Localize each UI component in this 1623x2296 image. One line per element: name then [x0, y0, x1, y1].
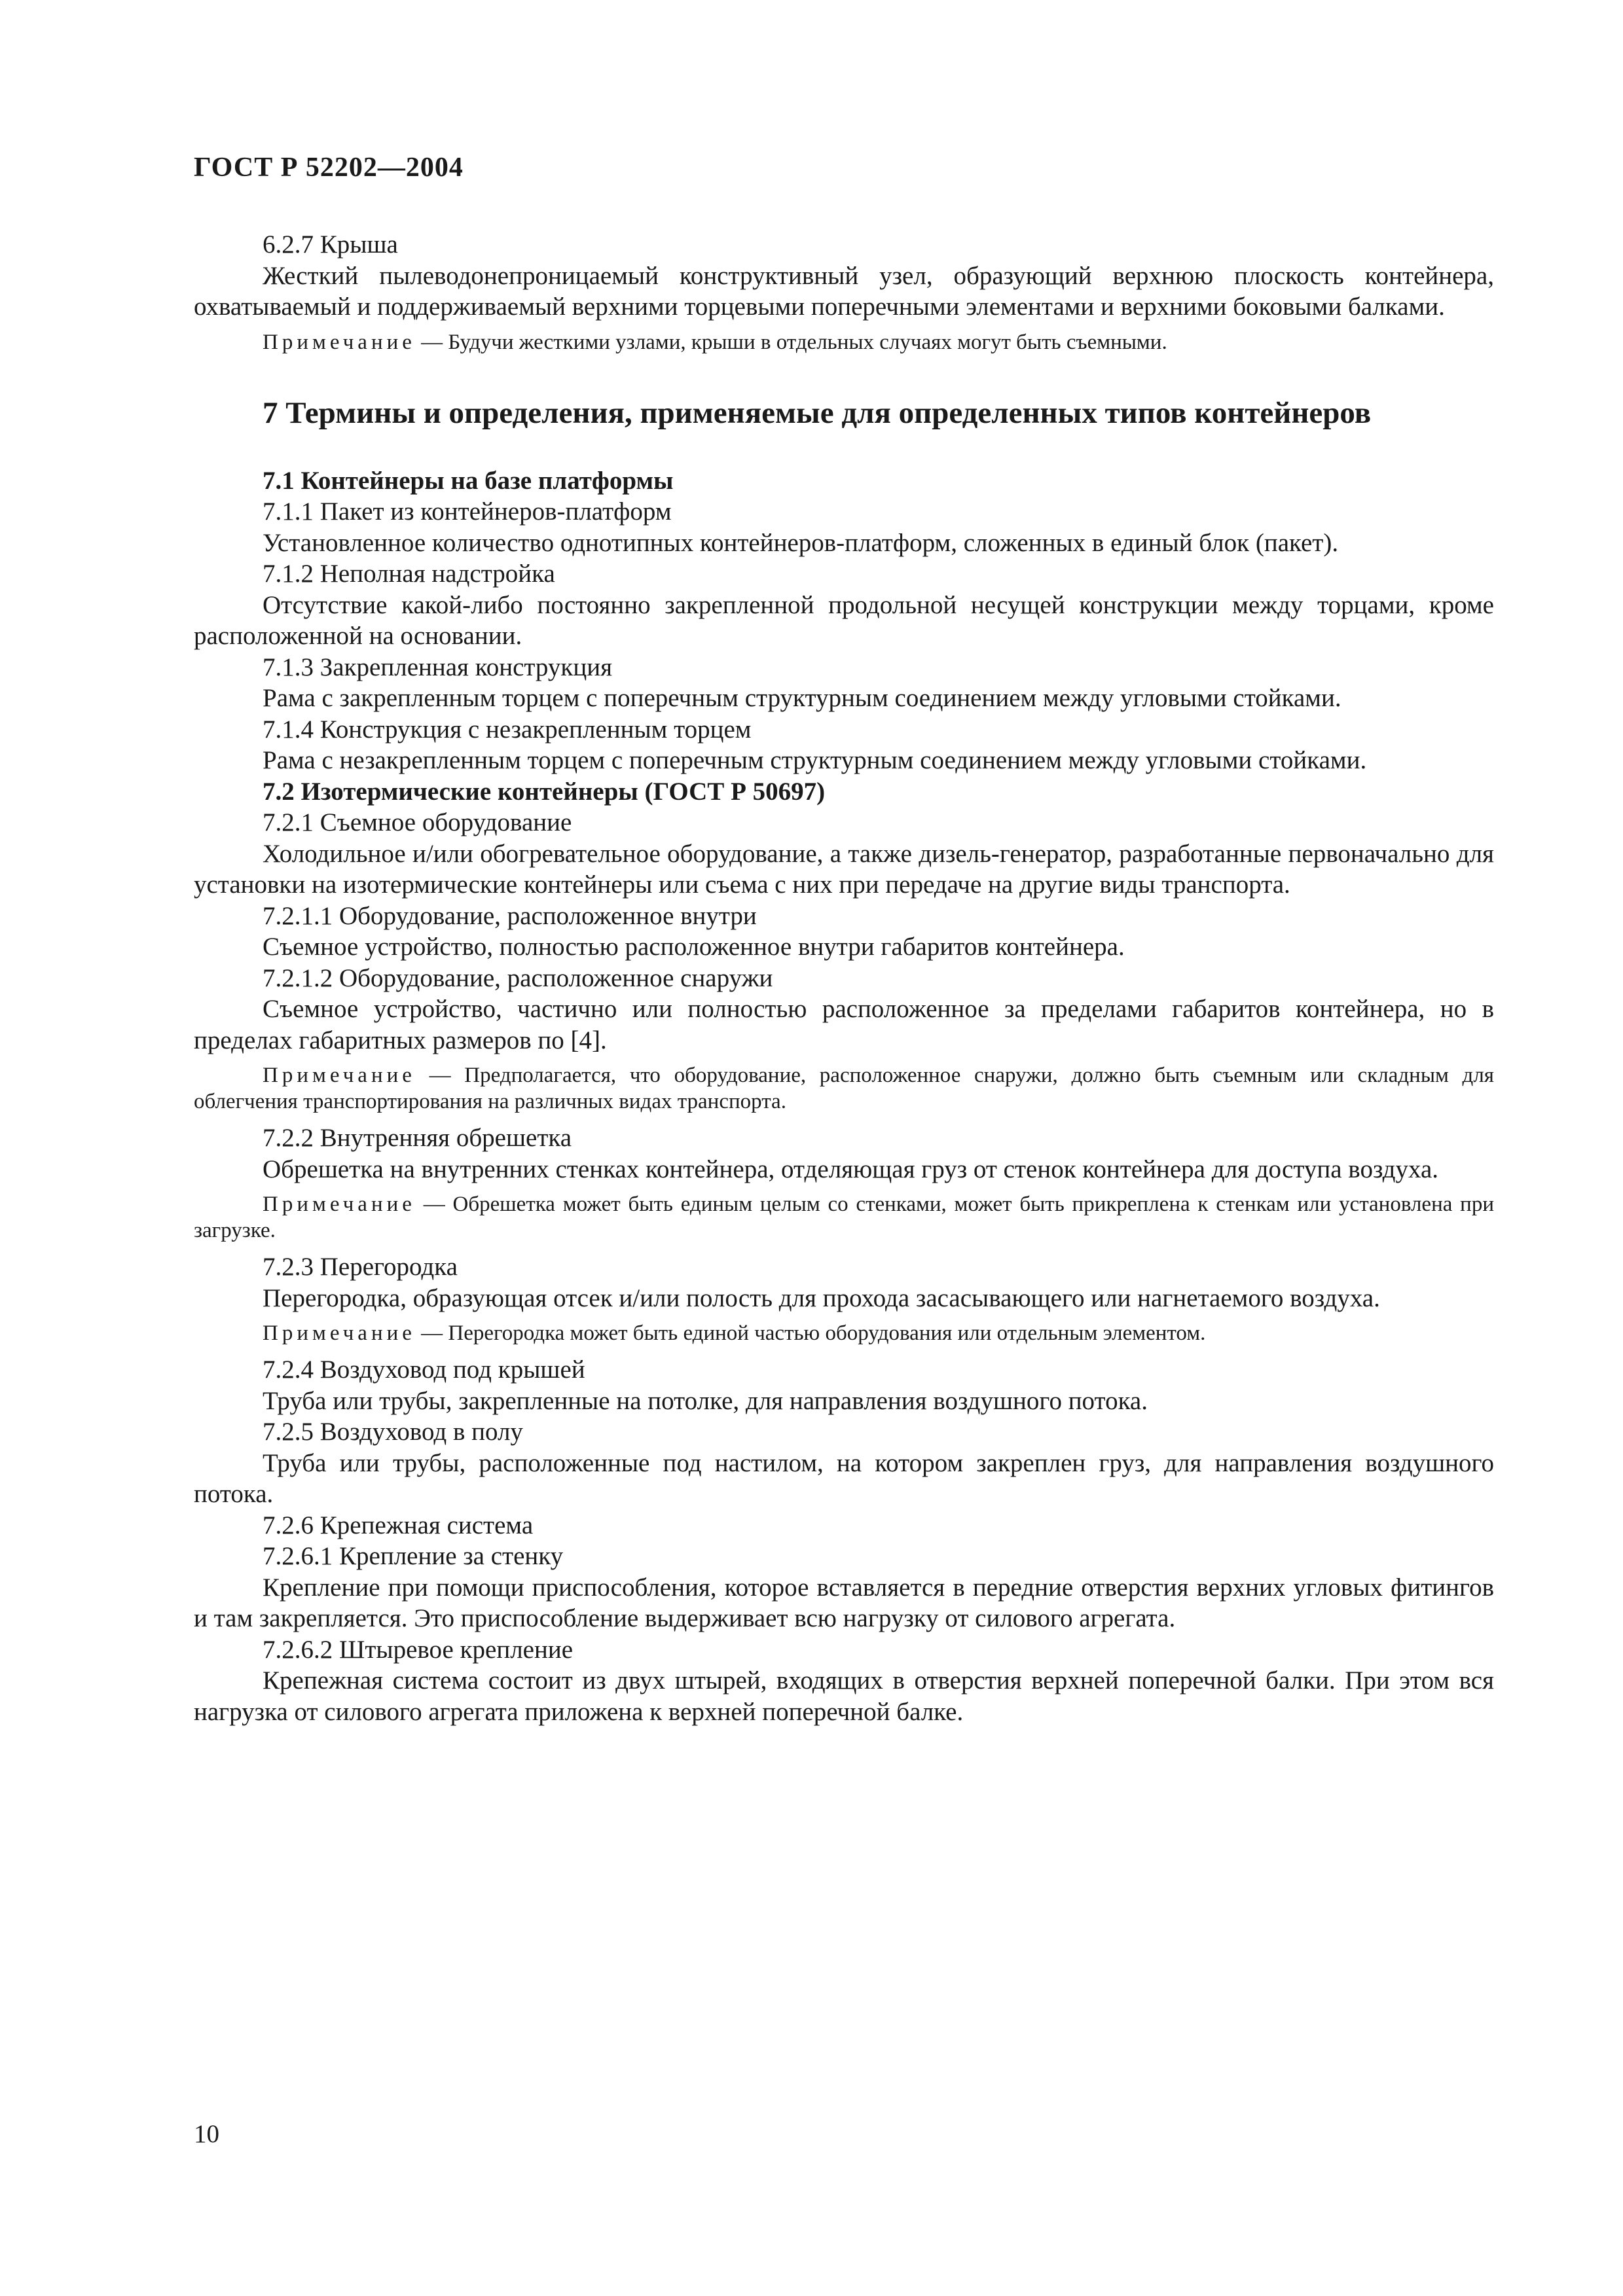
term-7-2-4: 7.2.4 Воздуховод под крышей	[263, 1355, 585, 1384]
definition-7-2-6-1: Крепление при помощи приспособления, которое вставляется в передние отверстия верхних угловых фитингов и там закрепляется. Это приспособление выдерживает всю нагрузку от силового агрегата.	[194, 1573, 1494, 1632]
definition-7-2-4: Труба или трубы, закрепленные на потолке, для направления воздушного потока.	[263, 1386, 1148, 1415]
definition-7-1-4: Рама с незакрепленным торцем с поперечным структурным соединением между угловыми стойками.	[263, 746, 1367, 774]
term-7-2-1: 7.2.1 Съемное оборудование	[263, 808, 572, 836]
document-header: ГОСТ Р 52202—2004	[194, 152, 464, 183]
definition-7-2-6-2: Крепежная система состоит из двух штырей, входящих в отверстия верхней поперечной балки. При этом вся нагрузка от силового агрегата приложена к верхней поперечной балке.	[194, 1666, 1494, 1726]
note-6-2-7	[194, 329, 1494, 355]
definition-7-2-3: Перегородка, образующая отсек и/или полость для прохода засасывающего или нагнетаемого воздуха.	[263, 1283, 1380, 1312]
note-7-2-1-2	[194, 1062, 1494, 1115]
definition-7-2-1: Холодильное и/или обогревательное оборудование, а также дизель-генератор, разработанные первоначально для установки на изотермические контейнеры или съема с них при передаче на другие виды транспорта.	[194, 839, 1494, 899]
definition-7-1-3: Рама с закрепленным торцем с поперечным структурным соединением между угловыми стойками.	[263, 684, 1341, 712]
note-text: — Обрешетка может быть единым целым со стенками, может быть прикреплена к стенкам или установлена при загрузке.	[194, 1193, 1494, 1242]
definition-7-2-1-1: Съемное устройство, полностью расположенное внутри габаритов контейнера.	[263, 933, 1125, 961]
term-7-2-6-1: 7.2.6.1 Крепление за стенку	[263, 1542, 564, 1570]
note-7-2-2	[194, 1191, 1494, 1244]
subsection-7-1-heading: 7.1 Контейнеры на базе платформы	[263, 466, 674, 495]
note-text: — Перегородка может быть единой частью оборудования или отдельным элементом.	[415, 1321, 1206, 1345]
note-label: Примечание	[263, 1321, 416, 1345]
note-label: Примечание	[263, 330, 416, 354]
note-text: — Предполагается, что оборудование, расположенное снаружи, должно быть съемным или складным для облегчения транспортирования на различных видах транспорта.	[194, 1064, 1494, 1113]
note-label: Примечание	[263, 1064, 416, 1087]
note-7-2-3	[194, 1320, 1494, 1346]
document-body	[194, 229, 1494, 1727]
definition-7-1-1: Установленное количество однотипных контейнеров-платформ, сложенных в единый блок (пакет).	[263, 528, 1339, 557]
definition-7-2-5: Труба или трубы, расположенные под настилом, на котором закреплен груз, для направления воздушного потока.	[194, 1448, 1494, 1508]
section-7-title: 7 Термины и определения, применяемые для определенных типов контейнеров	[263, 395, 1372, 430]
definition-7-2-1-2: Съемное устройство, частично или полностью расположенное за пределами габаритов контейнера, но в пределах габаритных размеров по [4].	[194, 995, 1494, 1054]
term-7-1-1: 7.1.1 Пакет из контейнеров-платформ	[263, 497, 672, 526]
term-7-2-5: 7.2.5 Воздуховод в полу	[263, 1418, 523, 1446]
subsection-7-2-heading: 7.2 Изотермические контейнеры (ГОСТ Р 50697)	[263, 777, 826, 806]
term-7-2-6: 7.2.6 Крепежная система	[263, 1511, 534, 1539]
definition-7-1-2: Отсутствие какой-либо постоянно закрепленной продольной несущей конструкции между торцами, кроме расположенной на основании.	[194, 590, 1494, 650]
term-7-2-3: 7.2.3 Перегородка	[263, 1253, 458, 1281]
term-7-2-2: 7.2.2 Внутренняя обрешетка	[263, 1124, 572, 1152]
term-7-1-2: 7.1.2 Неполная надстройка	[263, 560, 555, 588]
term-7-2-6-2: 7.2.6.2 Штыревое крепление	[263, 1635, 574, 1664]
definition-7-2-2: Обрешетка на внутренних стенках контейнера, отделяющая груз от стенок контейнера для доступа воздуха.	[263, 1155, 1439, 1183]
page-number: 10	[194, 2120, 219, 2148]
term-7-2-1-2: 7.2.1.2 Оборудование, расположенное снаружи	[263, 963, 773, 992]
term-7-1-3: 7.1.3 Закрепленная конструкция	[263, 653, 613, 681]
term-6-2-7: 6.2.7 Крыша	[263, 230, 398, 259]
term-7-2-1-1: 7.2.1.1 Оборудование, расположенное внутри	[263, 901, 757, 930]
term-7-1-4: 7.1.4 Конструкция с незакрепленным торцем	[263, 715, 752, 744]
note-label: Примечание	[263, 1193, 416, 1216]
note-text: — Будучи жесткими узлами, крыши в отдельных случаях могут быть съемными.	[415, 330, 1167, 354]
definition-6-2-7: Жесткий пылеводонепроницаемый конструктивный узел, образующий верхнюю плоскость контейнера, охватываемый и поддерживаемый верхними торцевыми поперечными элементами и верхними боковыми балками.	[194, 261, 1494, 321]
